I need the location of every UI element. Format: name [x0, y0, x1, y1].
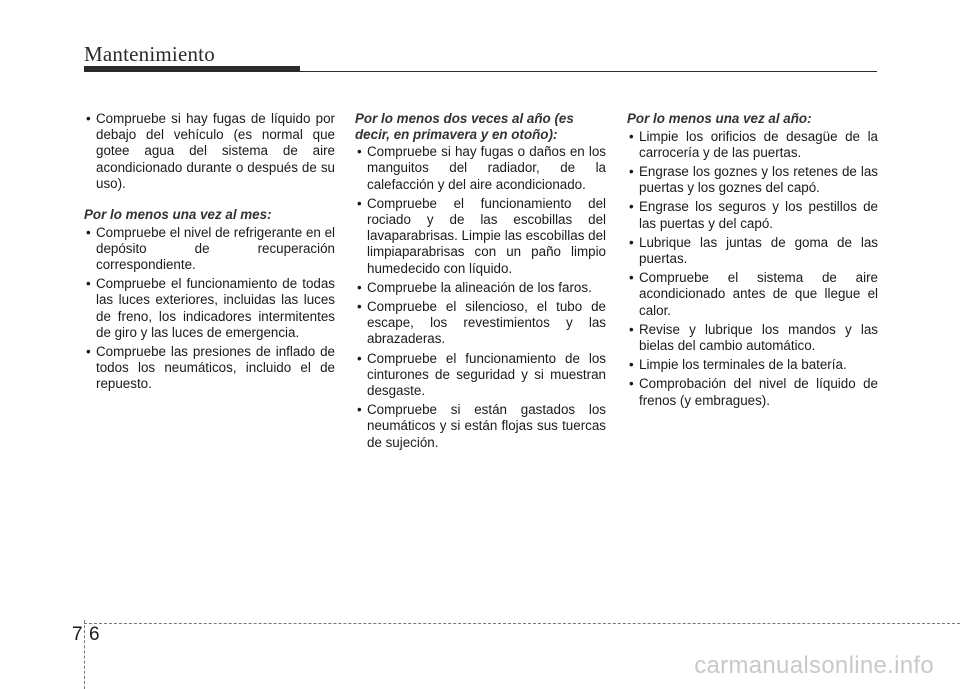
list-item: • Compruebe si están gastados los neumáticos y si están flojas sus tuercas de sujeción. — [357, 402, 606, 450]
list-item: • Compruebe si hay fugas o daños en los manguitos del radiador, de la calefacción y del aire acondicionado. — [357, 144, 606, 192]
bullet-list — [84, 225, 335, 393]
bullet-icon: • — [86, 111, 91, 126]
bullet-icon: • — [629, 164, 634, 179]
list-item: • Compruebe el silencioso, el tubo de escape, los revestimientos y las abrazaderas. — [357, 299, 606, 347]
bullet-icon: • — [357, 144, 362, 160]
column-3 — [627, 111, 878, 412]
footer-dashed-rule — [84, 623, 960, 624]
list-item: • Revise y lubrique los mandos y las bielas del cambio automático. — [629, 321, 878, 354]
column-2 — [355, 111, 606, 454]
bullet-icon: • — [357, 299, 362, 315]
list-item: • Compruebe la alineación de los faros. — [357, 279, 592, 295]
bullet-list — [355, 144, 606, 451]
bullet-icon: • — [357, 195, 362, 211]
bullet-icon: • — [86, 224, 91, 240]
page-title: Mantenimiento — [84, 42, 215, 66]
header-accent-bar — [84, 66, 300, 72]
list-item: • Engrase los goznes y los retenes de las puertas y los goznes del capó. — [629, 164, 878, 196]
bullet-list — [627, 129, 878, 409]
chapter-number: 7 — [72, 624, 83, 645]
bullet-icon: • — [357, 402, 362, 418]
bullet-list — [84, 111, 335, 192]
section-heading: Por lo menos dos veces al año (es decir, en primavera y en otoño): — [355, 111, 574, 142]
header-rule — [300, 71, 877, 72]
section-heading: Por lo menos una vez al año: — [627, 111, 812, 126]
list-item: • Lubrique las juntas de goma de las puertas. — [629, 234, 878, 267]
footer-dashed-divider — [84, 620, 85, 689]
bullet-icon: • — [629, 357, 634, 373]
watermark-text: carmanualsonline.info — [694, 652, 934, 679]
list-item: • Limpie los terminales de la batería. — [629, 357, 847, 373]
list-item: • Comprobación del nivel de líquido de frenos (y embragues). — [629, 376, 878, 408]
column-1 — [84, 111, 335, 396]
bullet-icon: • — [629, 376, 634, 392]
bullet-icon: • — [629, 199, 634, 215]
list-item: • Compruebe el funcionamiento de todas las luces exteriores, incluidas las luces de freno, los indicadores intermitentes de giro y las luces de emergencia. — [86, 276, 335, 340]
bullet-icon: • — [86, 344, 91, 360]
bullet-icon: • — [629, 128, 634, 144]
section-heading: Por lo menos una vez al mes: — [84, 207, 272, 223]
bullet-icon: • — [86, 276, 91, 292]
list-item: • Compruebe si hay fugas de líquido por debajo del vehículo (es normal que gotee agua del sistema de aire acondicionado durante o después de su uso). — [86, 111, 335, 191]
list-item: • Engrase los seguros y los pestillos de las puertas y del capó. — [629, 199, 878, 231]
list-item: • Limpie los orificios de desagüe de la carrocería y de las puertas. — [629, 128, 878, 160]
list-item: • Compruebe el funcionamiento del rociado y de las escobillas del lavaparabrisas. Limpie las escobillas del limpiaparabrisas con un paño limpio humedecido con líquido. — [357, 195, 606, 276]
bullet-icon: • — [357, 279, 362, 295]
list-item: • Compruebe las presiones de inflado de todos los neumáticos, incluido el de repuesto. — [86, 344, 335, 392]
list-item: • Compruebe el sistema de aire acondicionado antes de que llegue el calor. — [629, 270, 878, 318]
bullet-icon: • — [357, 350, 362, 366]
page-number: 6 — [89, 624, 100, 645]
bullet-icon: • — [629, 270, 634, 286]
bullet-icon: • — [629, 321, 634, 337]
bullet-icon: • — [629, 234, 634, 250]
list-item: • Compruebe el nivel de refrigerante en el depósito de recuperación correspondiente. — [86, 224, 335, 273]
list-item: • Compruebe el funcionamiento de los cinturones de seguridad y si muestran desgaste. — [357, 350, 606, 399]
